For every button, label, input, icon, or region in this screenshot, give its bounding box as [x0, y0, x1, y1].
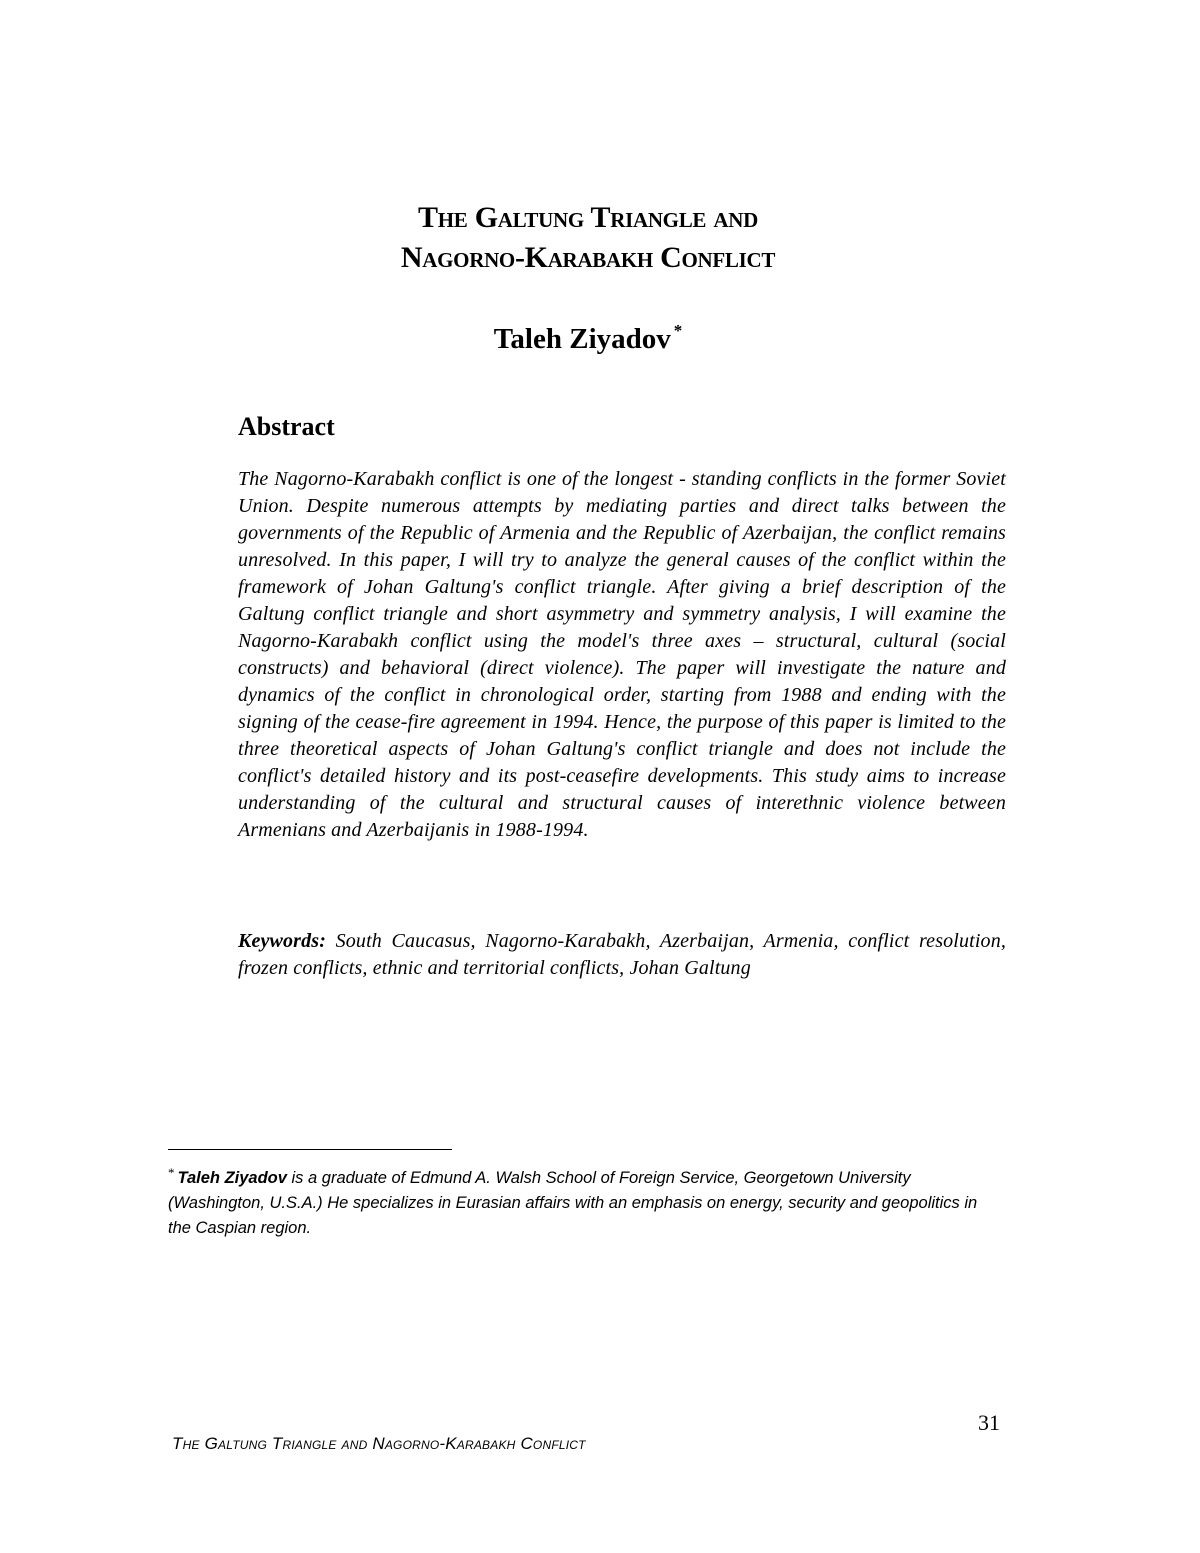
keywords-paragraph — [238, 928, 1006, 982]
paper-title-line-1: The Galtung Triangle and — [418, 201, 758, 234]
running-footer: The Galtung Triangle and Nagorno-Karabakh Conflict — [172, 1434, 586, 1453]
footnote-divider — [168, 1149, 452, 1150]
author-footnote-mark: * — [673, 321, 683, 340]
author-line — [0, 313, 1176, 357]
author-footnote — [168, 1160, 988, 1241]
keywords-label: Keywords: — [238, 930, 327, 952]
paper-title-line-2: Nagorno-Karabakh Conflict — [400, 241, 776, 274]
footnote-mark: * — [168, 1165, 175, 1180]
keywords-text: South Caucasus, Nagorno-Karabakh, Azerbaijan, Armenia, conflict resolution, frozen conflicts, ethnic and territorial conflicts, Johan Galtung — [238, 930, 1006, 979]
abstract-heading: Abstract — [238, 412, 335, 441]
author-name: Taleh Ziyadov — [493, 323, 671, 355]
abstract-body: The Nagorno-Karabakh conflict is one of the longest - standing conflicts in the former Soviet Union. Despite numerous attempts by mediating parties and direct talks between the governments of the Republic of Armenia and the Republic of Azerbaijan, the conflict remains unresolved. In this paper, I will try to analyze the general causes of the conflict within the framework of Johan Galtung's conflict triangle. After giving a brief description of the Galtung conflict triangle and short asymmetry and symmetry analysis, I will examine the Nagorno-Karabakh conflict using the model's three axes – structural, cultural (social constructs) and behavioral (direct violence). The paper will investigate the nature and dynamics of the conflict in chronological order, starting from 1988 and ending with the signing of the cease-fire agreement in 1994. Hence, the purpose of this paper is limited to the three theoretical aspects of Johan Galtung's conflict triangle and does not include the conflict's detailed history and its post-ceasefire developments. This study aims to increase understanding of the cultural and structural causes of interethnic violence between Armenians and Azerbaijanis in 1988-1994. — [238, 468, 1006, 841]
page-number: 31 — [978, 1410, 1000, 1435]
footnote-author-name: Taleh Ziyadov — [177, 1169, 287, 1187]
footnote-text: is a graduate of Edmund A. Walsh School of Foreign Service, Georgetown University (Washington, U.S.A.) He specializes in Eurasian affairs with an emphasis on energy, security and geopolitics in the Caspian region. — [168, 1169, 978, 1237]
